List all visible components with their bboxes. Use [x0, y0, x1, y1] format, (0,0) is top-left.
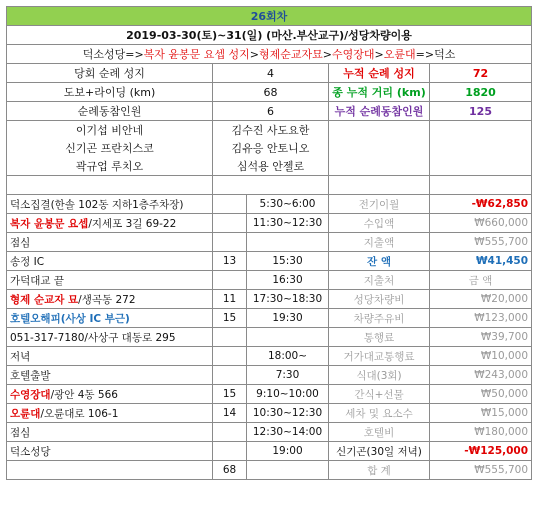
date-row — [7, 26, 532, 45]
participant-name: 심석용 안젤로 — [213, 157, 329, 176]
route-stop: 오륜대 — [383, 48, 416, 61]
total-row — [7, 461, 532, 480]
route-stop: 수영장대 — [332, 48, 375, 61]
place-text: 점심 — [10, 236, 31, 249]
route-stop: 복자 윤봉문 요셉 성지 — [143, 48, 250, 61]
schedule-distance: 14 — [213, 404, 247, 423]
participant-row — [7, 121, 532, 140]
finance-value: ₩10,000 — [430, 347, 532, 366]
schedule-place — [7, 214, 213, 233]
finance-label: 호텔비 — [329, 423, 430, 442]
schedule-place — [7, 233, 213, 252]
cum-stat-label: 누적 순례동참인원 — [329, 102, 430, 121]
schedule-place — [7, 290, 213, 309]
route-stop: 덕소성당 — [82, 48, 126, 61]
finance-value: ₩180,000 — [430, 423, 532, 442]
stats-row — [7, 102, 532, 121]
place-text: /광안 4동 566 — [50, 388, 118, 401]
finance-label: 잔 액 — [329, 252, 430, 271]
stat-value: 6 — [213, 102, 329, 121]
schedule-place — [7, 347, 213, 366]
site-name: 수영장대 — [10, 388, 51, 401]
finance-label: 통행료 — [329, 328, 430, 347]
finance-value: -₩62,850 — [430, 195, 532, 214]
finance-value: 금 액 — [430, 271, 532, 290]
schedule-row — [7, 347, 532, 366]
schedule-row — [7, 404, 532, 423]
schedule-row — [7, 233, 532, 252]
finance-value: ₩660,000 — [430, 214, 532, 233]
cum-stat-value: 125 — [430, 102, 532, 121]
route-arrow: > — [249, 48, 260, 61]
place-text: /생곡동 272 — [78, 293, 136, 306]
spacer-row — [7, 176, 532, 195]
schedule-distance — [213, 328, 247, 347]
schedule-row — [7, 271, 532, 290]
finance-label: 식대(3회) — [329, 366, 430, 385]
schedule-time: 18:00~ — [247, 347, 329, 366]
schedule-time: 19:00 — [247, 442, 329, 461]
participant-name: 김유응 안토니오 — [213, 139, 329, 157]
stat-label: 순례동참인원 — [7, 102, 213, 121]
place-text: 호텔출발 — [10, 369, 51, 382]
schedule-time: 9:10~10:00 — [247, 385, 329, 404]
schedule-row — [7, 252, 532, 271]
route-stop: 형제순교자묘 — [259, 48, 323, 61]
finance-label: 지출액 — [329, 233, 430, 252]
schedule-distance — [213, 214, 247, 233]
schedule-row — [7, 290, 532, 309]
route-line — [7, 45, 532, 64]
stat-value: 68 — [213, 83, 329, 102]
schedule-distance — [213, 271, 247, 290]
place-text: /오륜대로 106-1 — [40, 407, 119, 420]
finance-label: 지출처 — [329, 271, 430, 290]
place-text: 송정 IC — [10, 255, 45, 268]
finance-label: 간식+선물 — [329, 385, 430, 404]
schedule-place — [7, 195, 213, 214]
place-text: 저녁 — [10, 350, 31, 363]
participant-name: 김수진 사도요한 — [213, 121, 329, 140]
schedule-place — [7, 442, 213, 461]
schedule-distance — [213, 442, 247, 461]
total-value: ₩555,700 — [430, 461, 532, 480]
stats-row — [7, 64, 532, 83]
cum-stat-value: 72 — [430, 64, 532, 83]
site-name: 복자 윤봉문 요셉 — [10, 217, 89, 230]
schedule-row — [7, 423, 532, 442]
place-text: 덕소성당 — [10, 445, 51, 458]
schedule-distance: 15 — [213, 385, 247, 404]
finance-value: ₩15,000 — [430, 404, 532, 423]
finance-value: ₩50,000 — [430, 385, 532, 404]
page-title: 26회차 — [7, 7, 532, 26]
route-arrow: > — [322, 48, 332, 61]
finance-value: ₩41,450 — [430, 252, 532, 271]
finance-label: 거가대교통행료 — [329, 347, 430, 366]
schedule-time: 5:30~6:00 — [247, 195, 329, 214]
participant-row — [7, 157, 532, 176]
finance-value: -₩125,000 — [430, 442, 532, 461]
finance-value: ₩20,000 — [430, 290, 532, 309]
schedule-place — [7, 271, 213, 290]
stats-row — [7, 83, 532, 102]
schedule-distance — [213, 195, 247, 214]
schedule-time: 17:30~18:30 — [247, 290, 329, 309]
schedule-time: 12:30~14:00 — [247, 423, 329, 442]
schedule-time — [247, 328, 329, 347]
schedule-distance — [213, 366, 247, 385]
participant-name: 신기곤 프란치스코 — [7, 139, 213, 157]
schedule-place — [7, 252, 213, 271]
schedule-time: 10:30~12:30 — [247, 404, 329, 423]
hotel-name: 호텔오해피(사상 IC 부근) — [10, 312, 130, 325]
schedule-distance: 11 — [213, 290, 247, 309]
schedule-place — [7, 404, 213, 423]
schedule-time: 15:30 — [247, 252, 329, 271]
schedule-place — [7, 309, 213, 328]
route-stop: 덕소 — [434, 48, 456, 61]
site-name: 오륜대 — [10, 407, 41, 420]
schedule-row — [7, 385, 532, 404]
schedule-place — [7, 385, 213, 404]
schedule-time: 16:30 — [247, 271, 329, 290]
total-distance: 68 — [213, 461, 247, 480]
schedule-row — [7, 195, 532, 214]
schedule-distance — [213, 233, 247, 252]
route-arrow: => — [125, 48, 144, 61]
finance-label: 신기곤(30일 저녁) — [329, 442, 430, 461]
schedule-place — [7, 328, 213, 347]
date-line: 2019-03-30(토)~31(일) (마산.부산교구)/성당차량이용 — [7, 26, 532, 45]
schedule-row — [7, 442, 532, 461]
schedule-place — [7, 423, 213, 442]
title-row — [7, 7, 532, 26]
finance-value: ₩555,700 — [430, 233, 532, 252]
finance-label: 세차 및 요소수 — [329, 404, 430, 423]
cum-stat-label: 누적 순례 성지 — [329, 64, 430, 83]
finance-label: 전기이월 — [329, 195, 430, 214]
cum-stat-label: 종 누적 거리 (km) — [329, 83, 430, 102]
schedule-distance: 13 — [213, 252, 247, 271]
finance-value: ₩123,000 — [430, 309, 532, 328]
spreadsheet — [6, 6, 531, 480]
participant-name: 곽규업 루치오 — [7, 157, 213, 176]
total-label: 합 계 — [329, 461, 430, 480]
route-row — [7, 45, 532, 64]
schedule-body — [7, 195, 532, 461]
stat-label: 도보+라이딩 (km) — [7, 83, 213, 102]
place-text: /지세포 3길 69-22 — [88, 217, 177, 230]
route-arrow: => — [415, 48, 435, 61]
schedule-row — [7, 328, 532, 347]
schedule-row — [7, 214, 532, 233]
place-text: 점심 — [10, 426, 31, 439]
schedule-time: 7:30 — [247, 366, 329, 385]
route-arrow: > — [374, 48, 384, 61]
place-text: 가덕대교 끝 — [10, 274, 65, 287]
place-text: 051-317-7180/사상구 대동로 295 — [10, 331, 176, 344]
finance-value: ₩39,700 — [430, 328, 532, 347]
finance-label: 성당차량비 — [329, 290, 430, 309]
stat-value: 4 — [213, 64, 329, 83]
stat-label: 당회 순례 성지 — [7, 64, 213, 83]
site-name: 형제 순교자 묘 — [10, 293, 79, 306]
schedule-time: 11:30~12:30 — [247, 214, 329, 233]
pilgrimage-table — [6, 6, 532, 480]
finance-label: 수입액 — [329, 214, 430, 233]
schedule-time: 19:30 — [247, 309, 329, 328]
schedule-place — [7, 366, 213, 385]
schedule-time — [247, 233, 329, 252]
finance-label: 차량주유비 — [329, 309, 430, 328]
cum-stat-value: 1820 — [430, 83, 532, 102]
schedule-distance — [213, 423, 247, 442]
finance-value: ₩243,000 — [430, 366, 532, 385]
participant-name: 이기섭 비안네 — [7, 121, 213, 140]
schedule-row — [7, 366, 532, 385]
place-text: 덕소집결(한솔 102동 지하1층주차장) — [10, 198, 184, 211]
schedule-distance — [213, 347, 247, 366]
schedule-distance: 15 — [213, 309, 247, 328]
schedule-row — [7, 309, 532, 328]
participant-row — [7, 139, 532, 157]
